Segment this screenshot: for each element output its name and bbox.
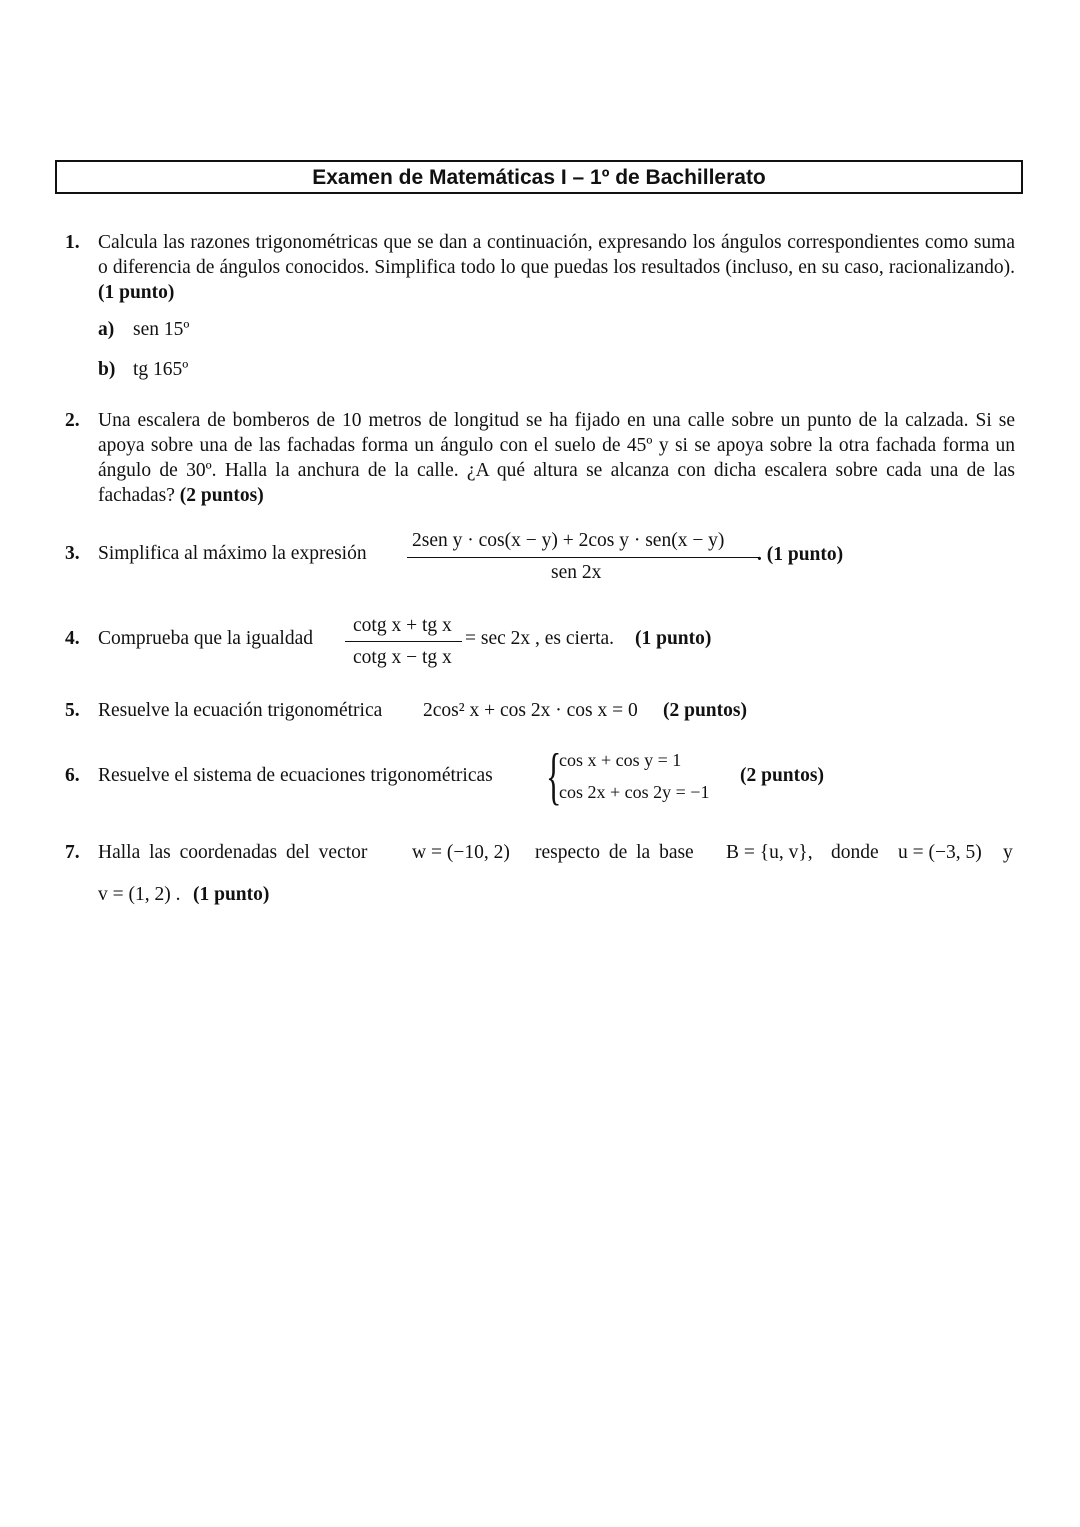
question-2 <box>65 408 1015 508</box>
question-points: (2 puntos) <box>740 765 824 786</box>
question-text: Halla las coordenadas del vector <box>98 842 368 863</box>
question-text: respecto de la base <box>535 842 694 863</box>
question-text: Resuelve la ecuación trigonométrica <box>98 700 383 721</box>
question-number: 3. <box>65 543 80 564</box>
vector-w: w = (−10, 2) <box>412 842 510 863</box>
question-number: 7. <box>65 842 80 863</box>
fraction-bar <box>407 557 759 558</box>
question-points: (1 punto) <box>98 282 175 303</box>
question-number: 2. <box>65 410 80 431</box>
question-points: . (1 punto) <box>757 544 844 565</box>
fraction-numerator: 2sen y · cos(x − y) + 2cos y · sen(x − y) <box>412 530 725 551</box>
part-expression: tg 165º <box>133 359 189 380</box>
question-text: Comprueba que la igualdad <box>98 628 313 649</box>
part-label: a) <box>98 319 115 340</box>
exam-title: Examen de Matemáticas I – 1º de Bachillerato <box>55 160 1023 194</box>
question-number: 1. <box>65 232 80 253</box>
question-7 <box>65 840 1015 910</box>
question-5 <box>65 700 1015 730</box>
question-points: (1 punto) <box>635 628 712 649</box>
fraction-bar <box>345 641 462 642</box>
vector-u: u = (−3, 5) <box>898 842 982 863</box>
question-3 <box>65 530 1015 590</box>
part-label: b) <box>98 359 116 380</box>
question-text: Calcula las razones trigonométricas que se dan a continuación, expresando los ángulos correspondientes como suma o diferencia de ángulos conocidos. Simplifica todo lo que puedas los resultados (incluso, en su caso, racionalizando). <box>98 232 1015 278</box>
equation-rhs: = sec 2x , es cierta. <box>465 628 615 649</box>
equation: 2cos² x + cos 2x · cos x = 0 <box>423 700 638 721</box>
fraction-denominator: cotg x − tg x <box>353 647 452 668</box>
system-brace: { <box>546 740 562 811</box>
base-expression: B = {u, v}, <box>726 842 813 863</box>
fraction-numerator: cotg x + tg x <box>353 615 452 636</box>
question-number: 4. <box>65 628 80 649</box>
question-text: y <box>1003 842 1013 863</box>
question-text: Simplifica al máximo la expresión <box>98 543 367 564</box>
question-6 <box>65 740 1015 812</box>
question-4 <box>65 615 1015 675</box>
question-text: Resuelve el sistema de ecuaciones trigonométricas <box>98 765 493 786</box>
question-number: 5. <box>65 700 80 721</box>
question-1-part-b <box>98 357 188 382</box>
question-points: (1 punto) <box>193 884 270 905</box>
question-text: donde <box>831 842 879 863</box>
fraction-denominator: sen 2x <box>551 562 602 583</box>
question-points: (2 puntos) <box>663 700 747 721</box>
vector-v: v = (1, 2) . <box>98 884 181 905</box>
question-1 <box>65 230 1015 305</box>
part-expression: sen 15º <box>133 319 190 340</box>
system-equation-2: cos 2x + cos 2y = −1 <box>559 782 710 802</box>
system-equation-1: cos x + cos y = 1 <box>559 750 682 770</box>
question-text: Una escalera de bomberos de 10 metros de longitud se ha fijado en una calle sobre un punto de la calzada. Si se apoya sobre una de las fachadas forma un ángulo con el suelo de 45º y si se apoya sobre la otra fachada forma un ángulo de 30º. Halla la anchura de la calle. ¿A qué altura se alcanza con dicha escalera sobre cada una de las fachadas? <box>98 410 1015 506</box>
question-points: (2 puntos) <box>179 485 264 506</box>
question-number: 6. <box>65 765 80 786</box>
question-1-part-a <box>98 317 189 342</box>
